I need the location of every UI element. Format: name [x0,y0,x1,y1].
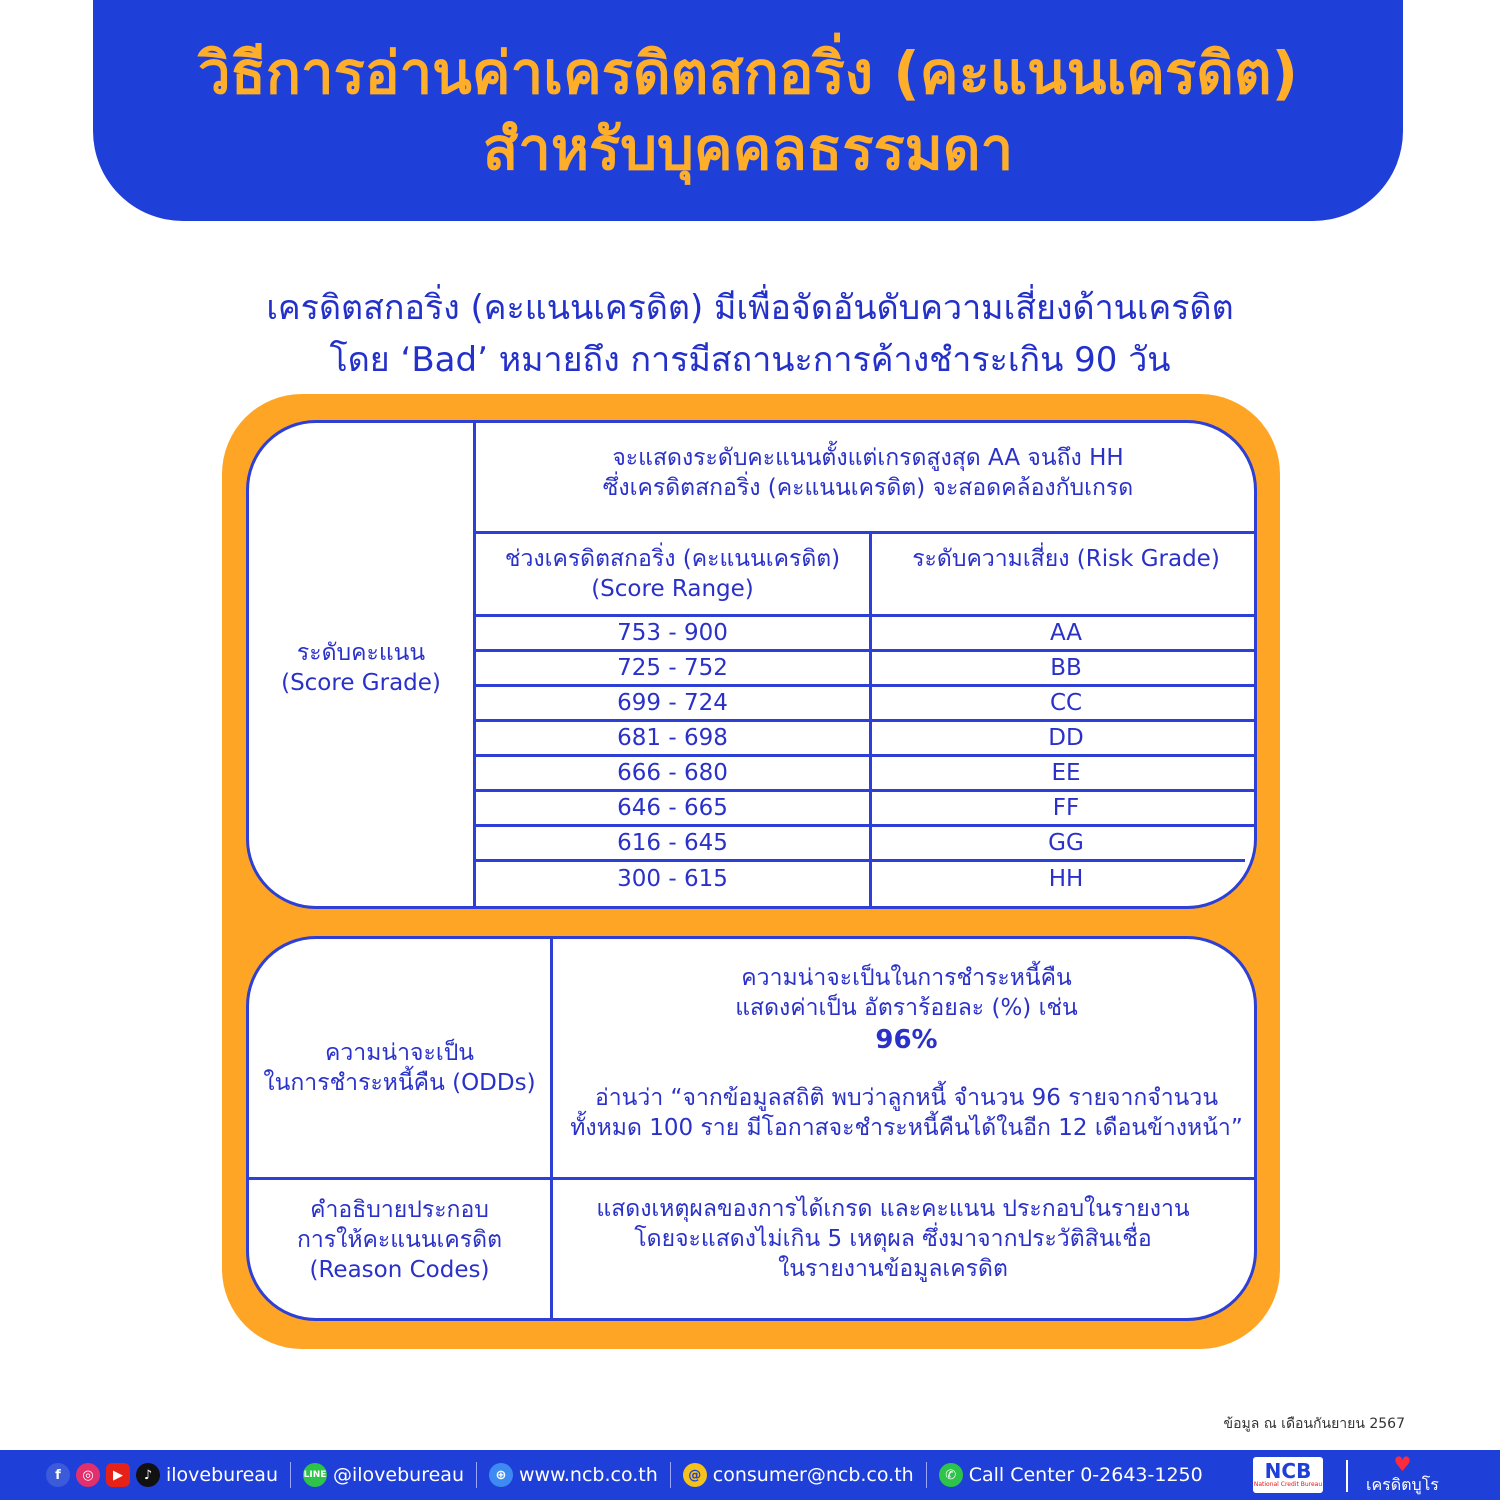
website-link[interactable]: www.ncb.co.th [519,1464,658,1486]
ncb-logo-subtitle: National Credit Bureau [1253,1481,1323,1488]
description-line-2: ซึ่งเครดิตสกอริ่ง (คะแนนเครดิต) จะสอดคล้องกับเกรด [602,475,1134,501]
intro-line-1: เครดิตสกอริ่ง (คะแนนเครดิต) มีเพื่อจัดอันดับความเสี่ยงด้านเครดิต [266,288,1234,328]
score-grade-label-en: (Score Grade) [281,669,441,696]
odds-desc-line-2: แสดงค่าเป็น อัตราร้อยละ (%) เช่น [735,995,1078,1021]
odds-label-line-2: ในการชำระหนี้คืน (ODDs) [263,1070,536,1096]
reason-label-line-3: (Reason Codes) [309,1257,490,1283]
score-grade-description [476,443,1257,531]
reason-desc-line-1: แสดงเหตุผลของการได้เกรด และคะแนน ประกอบในรายงาน [596,1196,1190,1222]
brand-text: เครดิตบูโร [1366,1475,1439,1494]
tiktok-icon[interactable]: ♪ [136,1463,160,1487]
odds-label [249,939,550,1177]
title-line-1: วิธีการอ่านค่าเครดิตสกอริ่ง (คะแนนเครดิต) [197,38,1299,107]
heart-icon: ♥ [1393,1452,1412,1476]
table-row-range: 616 - 645 [617,830,728,856]
instagram-icon[interactable]: ◎ [76,1463,100,1487]
score-range-header-th: ช่วงเครดิตสกอริ่ง (คะแนนเครดิต) [504,546,841,572]
title-line-2: สำหรับบุคคลธรรมดา [482,114,1014,183]
table-row-range: 753 - 900 [617,620,728,646]
table-row-grade: GG [1048,830,1084,856]
at-sign-icon: @ [683,1463,707,1487]
social-handle[interactable]: ilovebureau [166,1464,278,1486]
facebook-icon[interactable]: f [46,1463,70,1487]
email-link[interactable]: consumer@ncb.co.th [712,1464,914,1486]
odds-desc-line-1: ความน่าจะเป็นในการชำระหนี้คืน [741,965,1072,991]
odds-explanation [553,1083,1257,1153]
score-grade-label-th: ระดับคะแนน [296,639,426,666]
score-grade-label [249,423,473,909]
call-center[interactable]: Call Center 0-2643-1250 [968,1464,1203,1486]
separator [290,1462,291,1488]
table-row-grade: BB [1050,655,1082,681]
table-row-grade: FF [1052,795,1080,821]
reason-desc-line-3: ในรายงานข้อมูลเครดิต [778,1256,1008,1282]
separator [670,1462,671,1488]
globe-icon: ⊕ [489,1463,513,1487]
separator [476,1462,477,1488]
youtube-icon[interactable]: ▶ [106,1463,130,1487]
table-row-range: 725 - 752 [617,655,728,681]
separator [926,1462,927,1488]
score-range-header-en: (Score Range) [591,576,754,602]
reason-codes-label [249,1180,550,1300]
risk-grade-header-text: ระดับความเสี่ยง (Risk Grade) [912,546,1220,572]
line-handle[interactable]: @ilovebureau [333,1464,464,1486]
table-row-range: 699 - 724 [617,690,728,716]
table-row-range: 681 - 698 [617,725,728,751]
ncb-logo-text: NCB [1264,1459,1312,1483]
table-row-grade: AA [1049,620,1083,646]
reason-codes-description [553,1180,1233,1290]
table-row-range: 300 - 615 [617,866,728,892]
phone-contact [939,1463,1203,1487]
credit-bureau-brand [1366,1452,1439,1498]
table-row-grade: CC [1049,690,1083,716]
intro-text [0,282,1500,386]
social-links [46,1463,278,1487]
description-line-1: จะแสดงระดับคะแนนตั้งแต่เกรดสูงสุด AA จนถึง HH [612,445,1124,471]
odds-explain-line-2: ทั้งหมด 100 ราย มีโอกาสจะชำระหนี้คืนได้ในอีก 12 เดือนข้างหน้า” [570,1115,1243,1141]
odds-explain-line-1: อ่านว่า “จากข้อมูลสถิติ พบว่าลูกหนี้ จำนวน 96 รายจากจำนวน [594,1085,1219,1111]
table-row-grade: HH [1048,866,1084,892]
odds-reason-card [246,936,1257,1321]
line-icon[interactable]: LINE [303,1463,327,1487]
odds-label-line-1: ความน่าจะเป็น [324,1040,475,1066]
score-grade-card [246,420,1257,909]
separator [1346,1460,1348,1492]
table-row-grade: DD [1048,725,1084,751]
score-range-header [476,534,869,614]
table-row-range: 646 - 665 [617,795,728,821]
header-banner [93,0,1403,221]
ncb-logo [1253,1457,1323,1493]
reason-desc-line-2: โดยจะแสดงไม่เกิน 5 เหตุผล ซึ่งมาจากประวัติสินเชื่อ [634,1226,1152,1252]
risk-grade-header [872,534,1257,614]
table-row-range: 666 - 680 [617,760,728,786]
line-contact [303,1463,464,1487]
website-contact [489,1463,658,1487]
phone-icon: ✆ [939,1463,963,1487]
table-row-grade: EE [1051,760,1081,786]
odds-example-value: 96% [875,1025,938,1055]
reason-label-line-1: คำอธิบายประกอบ [310,1197,489,1223]
data-as-of-note: ข้อมูล ณ เดือนกันยายน 2567 [1223,1416,1405,1432]
reason-label-line-2: การให้คะแนนเครดิต [296,1227,503,1253]
odds-description [553,963,1257,1063]
email-contact [683,1463,914,1487]
intro-line-2: โดย ‘Bad’ หมายถึง การมีสถานะการค้างชำระเกิน 90 วัน [329,340,1171,380]
